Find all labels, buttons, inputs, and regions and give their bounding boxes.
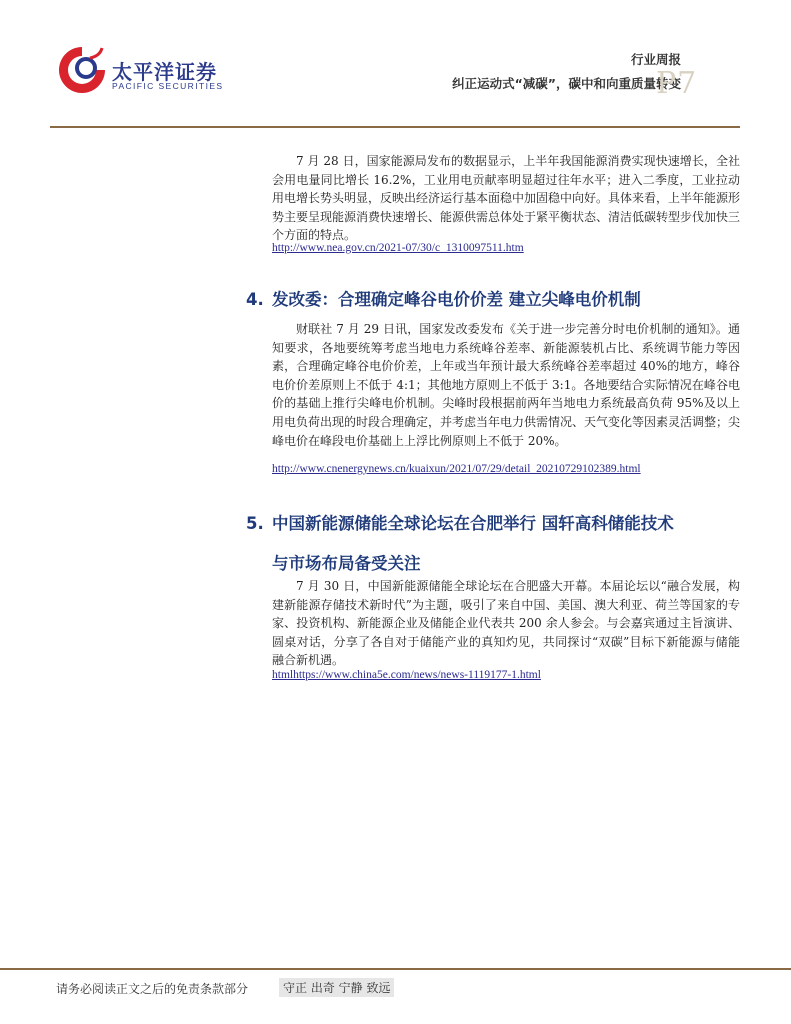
section-5-number: 5.	[246, 514, 264, 533]
footer-divider	[0, 968, 791, 970]
footer-disclaimer: 请务必阅读正文之后的免责条款部分	[56, 982, 249, 996]
paragraph-text: 7 月 28 日，国家能源局发布的数据显示，上半年我国能源消费实现快速增长，全社会用电量同比增长 16.2%，工业用电贡献率明显超过往年水平；进入二季度，工业拉动用电增长势头明显，反映出经济运行基本面稳中加固稳中向好。具体来看，上半年能源形势主要呈现能源消费快速增长、能源供需总体处于紧平衡状态、清洁低碳转型步伐加快三个方面的特点。	[272, 154, 741, 243]
section-5-title-line1: 中国新能源储能全球论坛在合肥举行 国轩高科储能技术	[272, 514, 674, 533]
report-title: 纠正运动式“减碳”，碳中和向重质量转变	[452, 76, 681, 91]
logo-chinese-name: 太平洋证券	[112, 60, 217, 84]
section-5-paragraph	[272, 577, 740, 670]
section-4-title: 发改委：合理确定峰谷电价价差 建立尖峰电价机制	[272, 290, 641, 309]
section-5-source-link[interactable]: htmlhttps://www.china5e.com/news/news-1119177-1.html	[272, 669, 541, 681]
page-number: P7	[656, 66, 698, 101]
section-4-number: 4.	[246, 290, 264, 309]
section-5-title-line2: 与市场布局备受关注	[272, 554, 421, 573]
section-4-heading	[246, 280, 746, 320]
section-3-paragraph	[272, 152, 740, 245]
section-4-source-link[interactable]: http://www.cnenergynews.cn/kuaixun/2021/07/29/detail_20210729102389.html	[272, 463, 641, 475]
report-type: 行业周报	[630, 52, 681, 67]
paragraph-text: 7 月 30 日，中国新能源储能全球论坛在合肥盛大开幕。本届论坛以“融合发展，构建新能源存储技术新时代”为主题，吸引了来自中国、美国、澳大利亚、荷兰等国家的专家、投资机构、新能源企业及储能企业代表共 200 余人参会。与会嘉宾通过主旨演讲、圆桌对话，分享了各自对于储能产业的真知灼见，共同探讨“双碳”目标下新能源与储能融合新机遇。	[272, 579, 740, 668]
section-3-source-link[interactable]: http://www.nea.gov.cn/2021-07/30/c_1310097511.htm	[272, 242, 524, 254]
pacific-securities-logo-icon	[56, 44, 108, 96]
header-divider	[50, 126, 740, 128]
section-5-heading	[246, 504, 746, 584]
footer-motto: 守正 出奇 宁静 致远	[279, 978, 394, 997]
paragraph-text: 财联社 7 月 29 日讯，国家发改委发布《关于进一步完善分时电价机制的通知》。通知要求，各地要统筹考虑当地电力系统峰谷差率、新能源装机占比、系统调节能力等因素，合理确定峰谷电价价差，上年或当年预计最大系统峰谷差率超过 40%的地方，峰谷电价价差原则上不低于 4:1；其他地方原则上不低于 3:1。各地要结合实际情况在峰谷电价的基础上推行尖峰电价机制。尖峰时段根据前两年当地电力系统最高负荷 95%及以上用电负荷出现的时段合理确定，并考虑当年电力供需情况、天气变化等因素灵活调整；尖峰电价在峰段电价基础上上浮比例原则上不低于 20%。	[272, 322, 741, 448]
section-4-paragraph	[272, 320, 740, 450]
logo-english-name: PACIFIC SECURITIES	[112, 81, 224, 91]
